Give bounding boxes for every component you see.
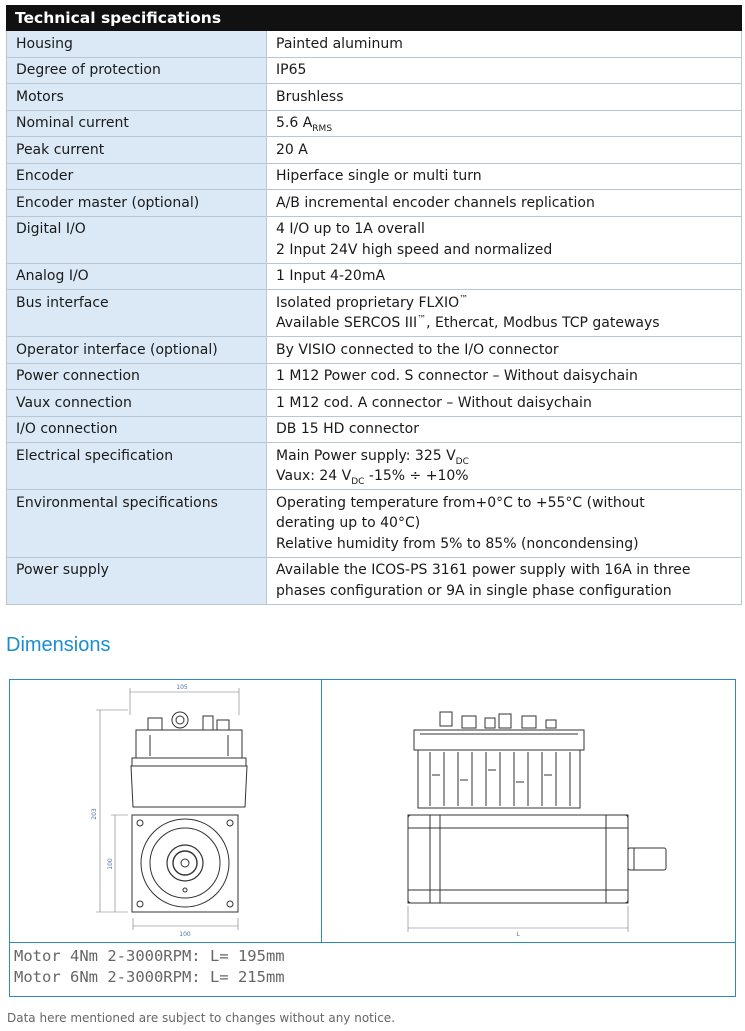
spec-row-io-connection — [7, 416, 742, 443]
spec-value — [267, 443, 742, 490]
spec-label: Encoder — [7, 163, 267, 190]
dim-label-flange: 100 — [107, 858, 114, 870]
spec-header-row — [7, 6, 742, 31]
spec-value-sub: DC — [351, 476, 365, 487]
spec-value: Brushless — [267, 84, 742, 111]
spec-value: Hiperface single or multi turn — [267, 163, 742, 190]
spec-row-vaux-connection — [7, 390, 742, 417]
spec-label: I/O connection — [7, 416, 267, 443]
connector-shape — [203, 716, 213, 730]
heatsink-fins — [418, 750, 580, 808]
trademark-mark: ™ — [459, 293, 469, 304]
spec-value-text: Vaux: 24 V — [276, 468, 352, 484]
motor-note-line: Motor 4Nm 2-3000RPM: L= 195mm — [14, 947, 285, 965]
spec-label: Peak current — [7, 137, 267, 164]
spec-label: Bus interface — [7, 290, 267, 337]
disclaimer-note: Data here mentioned are subject to changes without any notice. — [7, 1011, 396, 1025]
spec-label: Analog I/O — [7, 263, 267, 290]
spec-value-line: derating up to 40°C) — [276, 515, 421, 531]
spec-value-line: Available the ICOS-PS 3161 power supply with 16A in three — [276, 562, 691, 578]
spec-row-motors — [7, 84, 742, 111]
side-view-drawing — [322, 680, 735, 942]
spec-row-encoder — [7, 163, 742, 190]
spec-value-line: Operating temperature from+0°C to +55°C (without — [276, 494, 645, 511]
spec-label: Digital I/O — [7, 216, 267, 263]
spec-value: 20 A — [267, 137, 742, 164]
spec-label: Housing — [7, 31, 267, 58]
spec-value-text: Isolated proprietary FLXIO — [276, 294, 460, 311]
spec-value: 1 M12 cod. A connector – Without daisychain — [267, 390, 742, 417]
front-view-drawing — [10, 680, 321, 942]
spec-label: Environmental specifications — [7, 490, 267, 558]
spec-label: Operator interface (optional) — [7, 337, 267, 364]
spec-value-line: Relative humidity from 5% to 85% (noncondensing) — [276, 535, 639, 552]
dim-label-length: L — [516, 931, 520, 938]
spec-row-nominal-current — [7, 110, 742, 137]
spec-value: Painted aluminum — [267, 31, 742, 58]
spec-row-electrical — [7, 443, 742, 490]
spec-value: By VISIO connected to the I/O connector — [267, 337, 742, 364]
spec-label: Motors — [7, 84, 267, 111]
spec-value-line — [276, 293, 733, 314]
dimensions-panel — [9, 679, 736, 997]
spec-label: Encoder master (optional) — [7, 190, 267, 217]
spec-value-text: -15% ÷ +10% — [364, 468, 469, 484]
spec-row-analog-io — [7, 263, 742, 290]
spec-value-sub: DC — [455, 456, 469, 467]
connector-shape — [172, 712, 188, 728]
spec-label: Electrical specification — [7, 443, 267, 490]
dim-label-bottom: 100 — [179, 931, 191, 938]
drive-cover-shape — [136, 730, 242, 758]
motor-face-shape — [141, 819, 229, 907]
spec-value — [267, 290, 742, 337]
connector-shape — [440, 712, 452, 726]
spec-value: IP65 — [267, 57, 742, 84]
spec-row-peak-current — [7, 137, 742, 164]
panel-separator — [10, 942, 735, 943]
spec-table — [6, 5, 742, 605]
spec-label: Degree of protection — [7, 57, 267, 84]
spec-row-digital-io — [7, 216, 742, 263]
spec-label: Power connection — [7, 363, 267, 390]
spec-value-line — [276, 466, 733, 487]
spec-value-main: 5.6 A — [276, 115, 313, 131]
dimensions-title: Dimensions — [6, 634, 111, 656]
trademark-mark: ™ — [417, 314, 427, 325]
spec-label: Vaux connection — [7, 390, 267, 417]
spec-value-line — [276, 446, 733, 467]
dim-label-top: 105 — [176, 684, 188, 691]
spec-value: DB 15 HD connector — [267, 416, 742, 443]
spec-title: Technical specifications — [7, 6, 742, 31]
spec-value: 1 Input 4-20mA — [267, 263, 742, 290]
spec-value-line: 4 I/O up to 1A overall — [276, 221, 425, 237]
spec-value-line: phases configuration or 9A in single phase configuration — [276, 582, 672, 599]
drive-cover-shape — [414, 730, 584, 750]
spec-row-protection — [7, 57, 742, 84]
spec-value — [267, 490, 742, 558]
spec-row-power-supply — [7, 557, 742, 604]
spec-value — [267, 110, 742, 137]
spec-value-line — [276, 313, 733, 334]
spec-value — [267, 557, 742, 604]
spec-row-bus-interface — [7, 290, 742, 337]
spec-value-line: 2 Input 24V high speed and normalized — [276, 241, 553, 258]
spec-value-sub: RMS — [312, 123, 333, 134]
spec-row-housing — [7, 31, 742, 58]
spec-value-text: , Ethercat, Modbus TCP gateways — [426, 315, 660, 331]
spec-label: Nominal current — [7, 110, 267, 137]
spec-value: A/B incremental encoder channels replication — [267, 190, 742, 217]
spec-row-encoder-master — [7, 190, 742, 217]
spec-row-environmental — [7, 490, 742, 558]
spec-value-text: Main Power supply: 325 V — [276, 447, 456, 464]
spec-label: Power supply — [7, 557, 267, 604]
spec-row-operator-interface — [7, 337, 742, 364]
dim-label-height: 203 — [91, 808, 98, 820]
spec-row-power-connection — [7, 363, 742, 390]
motor-note-line: Motor 6Nm 2-3000RPM: L= 215mm — [14, 967, 285, 986]
spec-value: 1 M12 Power cod. S connector – Without daisychain — [267, 363, 742, 390]
spec-value-text: Available SERCOS III — [276, 315, 418, 331]
connector-shape — [148, 718, 162, 730]
drive-body-shape — [131, 766, 247, 807]
spec-value — [267, 216, 742, 263]
motor-length-notes — [14, 946, 285, 987]
motor-flange-shape — [132, 815, 238, 912]
